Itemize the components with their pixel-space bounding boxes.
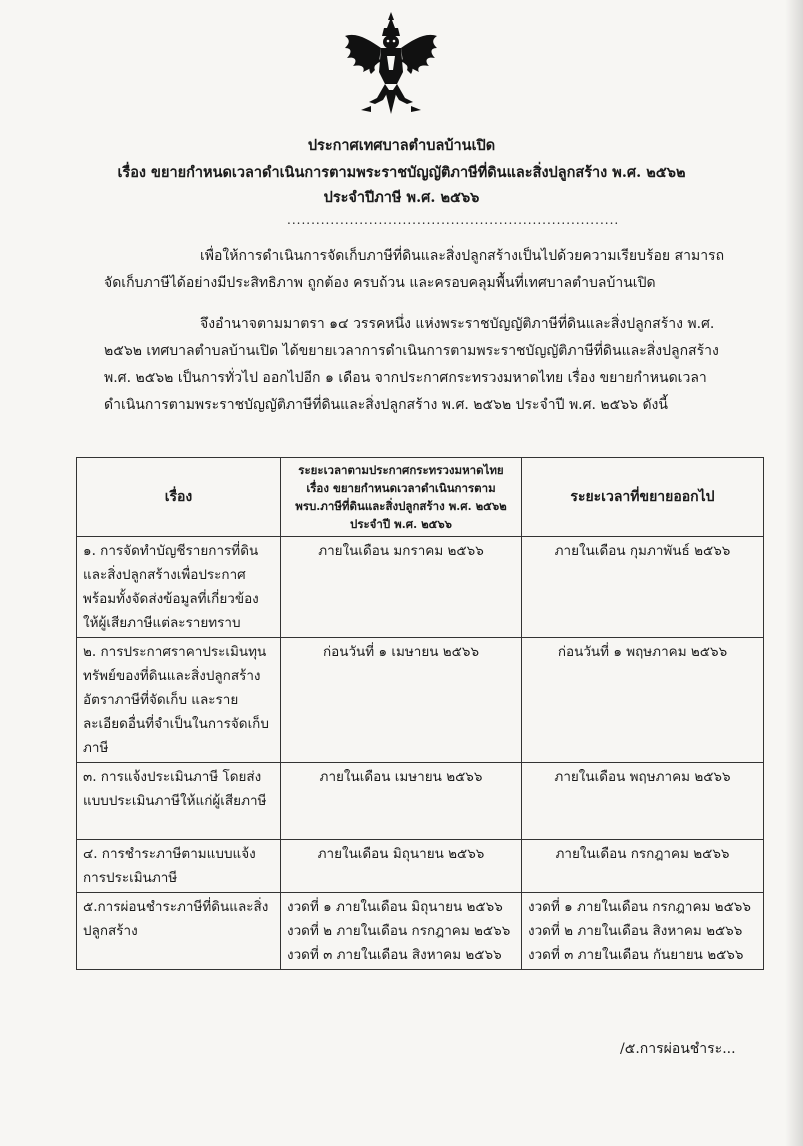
page-continuation: /๕.การผ่อนชำระ... (620, 1041, 736, 1057)
paragraph-2-line-1: จึงอำนาจตามมาตรา ๑๔ วรรคหนึ่ง แห่งพระราชบัญญัติภาษีที่ดินและสิ่งปลูกสร้าง พ.ศ. (200, 316, 715, 332)
paragraph-2-line-4: ดำเนินการตามพระราชบัญญัติภาษีที่ดินและสิ่งปลูกสร้าง พ.ศ. ๒๕๖๒ ประจำปี พ.ศ. ๒๕๖๖ ดังนี้ (104, 397, 668, 413)
header-topic: เรื่อง (77, 458, 281, 537)
paragraph-2-line-3: พ.ศ. ๒๕๖๒ เป็นการทั่วไป ออกไปอีก ๑ เดือน จากประกาศกระทรวงมหาดไทย เรื่อง ขยายกำหนดเวลา (104, 370, 707, 386)
row-extended: ภายในเดือน กรกฎาคม ๒๕๖๖ (522, 840, 764, 893)
installment-2-extended: งวดที่ ๒ ภายในเดือน สิงหาคม ๒๕๖๖ (528, 923, 743, 939)
table-row (77, 893, 764, 970)
installment-3-original: งวดที่ ๓ ภายในเดือน สิงหาคม ๒๕๖๖ (287, 947, 502, 963)
table-header-row (77, 458, 764, 537)
separator-line: ..................................................................... (287, 213, 620, 227)
row-original: ภายในเดือน มกราคม ๒๕๖๖ (281, 537, 522, 638)
row-original: ภายในเดือน เมษายน ๒๕๖๖ (281, 763, 522, 840)
paragraph-1 (104, 243, 744, 297)
row-extended: ก่อนวันที่ ๑ พฤษภาคม ๒๕๖๖ (522, 638, 764, 763)
installment-1-extended: งวดที่ ๑ ภายในเดือน กรกฎาคม ๒๕๖๖ (528, 899, 751, 915)
garuda-emblem-icon (341, 10, 441, 118)
row-topic: ๔. การชำระภาษีตามแบบแจ้งการประเมินภาษี (77, 840, 281, 893)
announcement-tax-year: ประจำปีภาษี พ.ศ. ๒๕๖๖ (323, 189, 480, 206)
installment-2-original: งวดที่ ๒ ภายในเดือน กรกฎาคม ๒๕๖๖ (287, 923, 511, 939)
row-extended: ภายในเดือน กุมภาพันธ์ ๒๕๖๖ (522, 537, 764, 638)
table-row (77, 763, 764, 840)
row-extended (522, 893, 764, 970)
paragraph-2 (104, 311, 744, 419)
header-extended-period: ระยะเวลาที่ขยายออกไป (522, 458, 764, 537)
row-topic: ๕.การผ่อนชำระภาษีที่ดินและสิ่งปลูกสร้าง (77, 893, 281, 970)
schedule-table (76, 457, 764, 970)
row-topic: ๑. การจัดทำบัญชีรายการที่ดินและสิ่งปลูกสร้างเพื่อประกาศ พร้อมทั้งจัดส่งข้อมูลที่เกี่ยวข้องให้ผู้เสียภาษีแต่ละรายทราบ (77, 537, 281, 638)
announcement-subject: เรื่อง ขยายกำหนดเวลาดำเนินการตามพระราชบัญญัติภาษีที่ดินและสิ่งปลูกสร้าง พ.ศ. ๒๕๖๒ (117, 164, 686, 181)
paragraph-2-line-2: ๒๕๖๒ เทศบาลตำบลบ้านเปิด ได้ขยายเวลาการดำเนินการตามพระราชบัญญัติภาษีที่ดินและสิ่งปลูกสร้าง (104, 343, 719, 359)
installment-3-extended: งวดที่ ๓ ภายในเดือน กันยายน ๒๕๖๖ (528, 947, 744, 963)
row-original (281, 893, 522, 970)
row-extended: ภายในเดือน พฤษภาคม ๒๕๖๖ (522, 763, 764, 840)
table-row (77, 638, 764, 763)
header-original-period: ระยะเวลาตามประกาศกระทรวงมหาดไทย เรื่อง ขยายกำหนดเวลาดำเนินการตาม พรบ.ภาษีที่ดินและสิ่งปลูกสร้าง พ.ศ. ๒๕๖๒ ประจำปี พ.ศ. ๒๕๖๖ (281, 458, 522, 537)
row-original: ก่อนวันที่ ๑ เมษายน ๒๕๖๖ (281, 638, 522, 763)
installment-1-original: งวดที่ ๑ ภายในเดือน มิถุนายน ๒๕๖๖ (287, 899, 503, 915)
row-topic: ๓. การแจ้งประเมินภาษี โดยส่งแบบประเมินภาษีให้แก่ผู้เสียภาษี (77, 763, 281, 840)
announcement-title: ประกาศเทศบาลตำบลบ้านเปิด (307, 137, 496, 154)
row-topic: ๒. การประกาศราคาประเมินทุนทรัพย์ของที่ดินและสิ่งปลูกสร้าง อัตราภาษีที่จัดเก็บ และรายละเอียดอื่นที่จำเป็นในการจัดเก็บภาษี (77, 638, 281, 763)
table-row (77, 537, 764, 638)
row-original: ภายในเดือน มิถุนายน ๒๕๖๖ (281, 840, 522, 893)
paragraph-1-line-2: จัดเก็บภาษีได้อย่างมีประสิทธิภาพ ถูกต้อง ครบถ้วน และครอบคลุมพื้นที่เทศบาลตำบลบ้านเปิด (104, 275, 656, 291)
table-row (77, 840, 764, 893)
scan-edge-shadow (785, 0, 803, 1146)
paragraph-1-line-1: เพื่อให้การดำเนินการจัดเก็บภาษีที่ดินและสิ่งปลูกสร้างเป็นไปด้วยความเรียบร้อย สามารถ (200, 248, 725, 264)
